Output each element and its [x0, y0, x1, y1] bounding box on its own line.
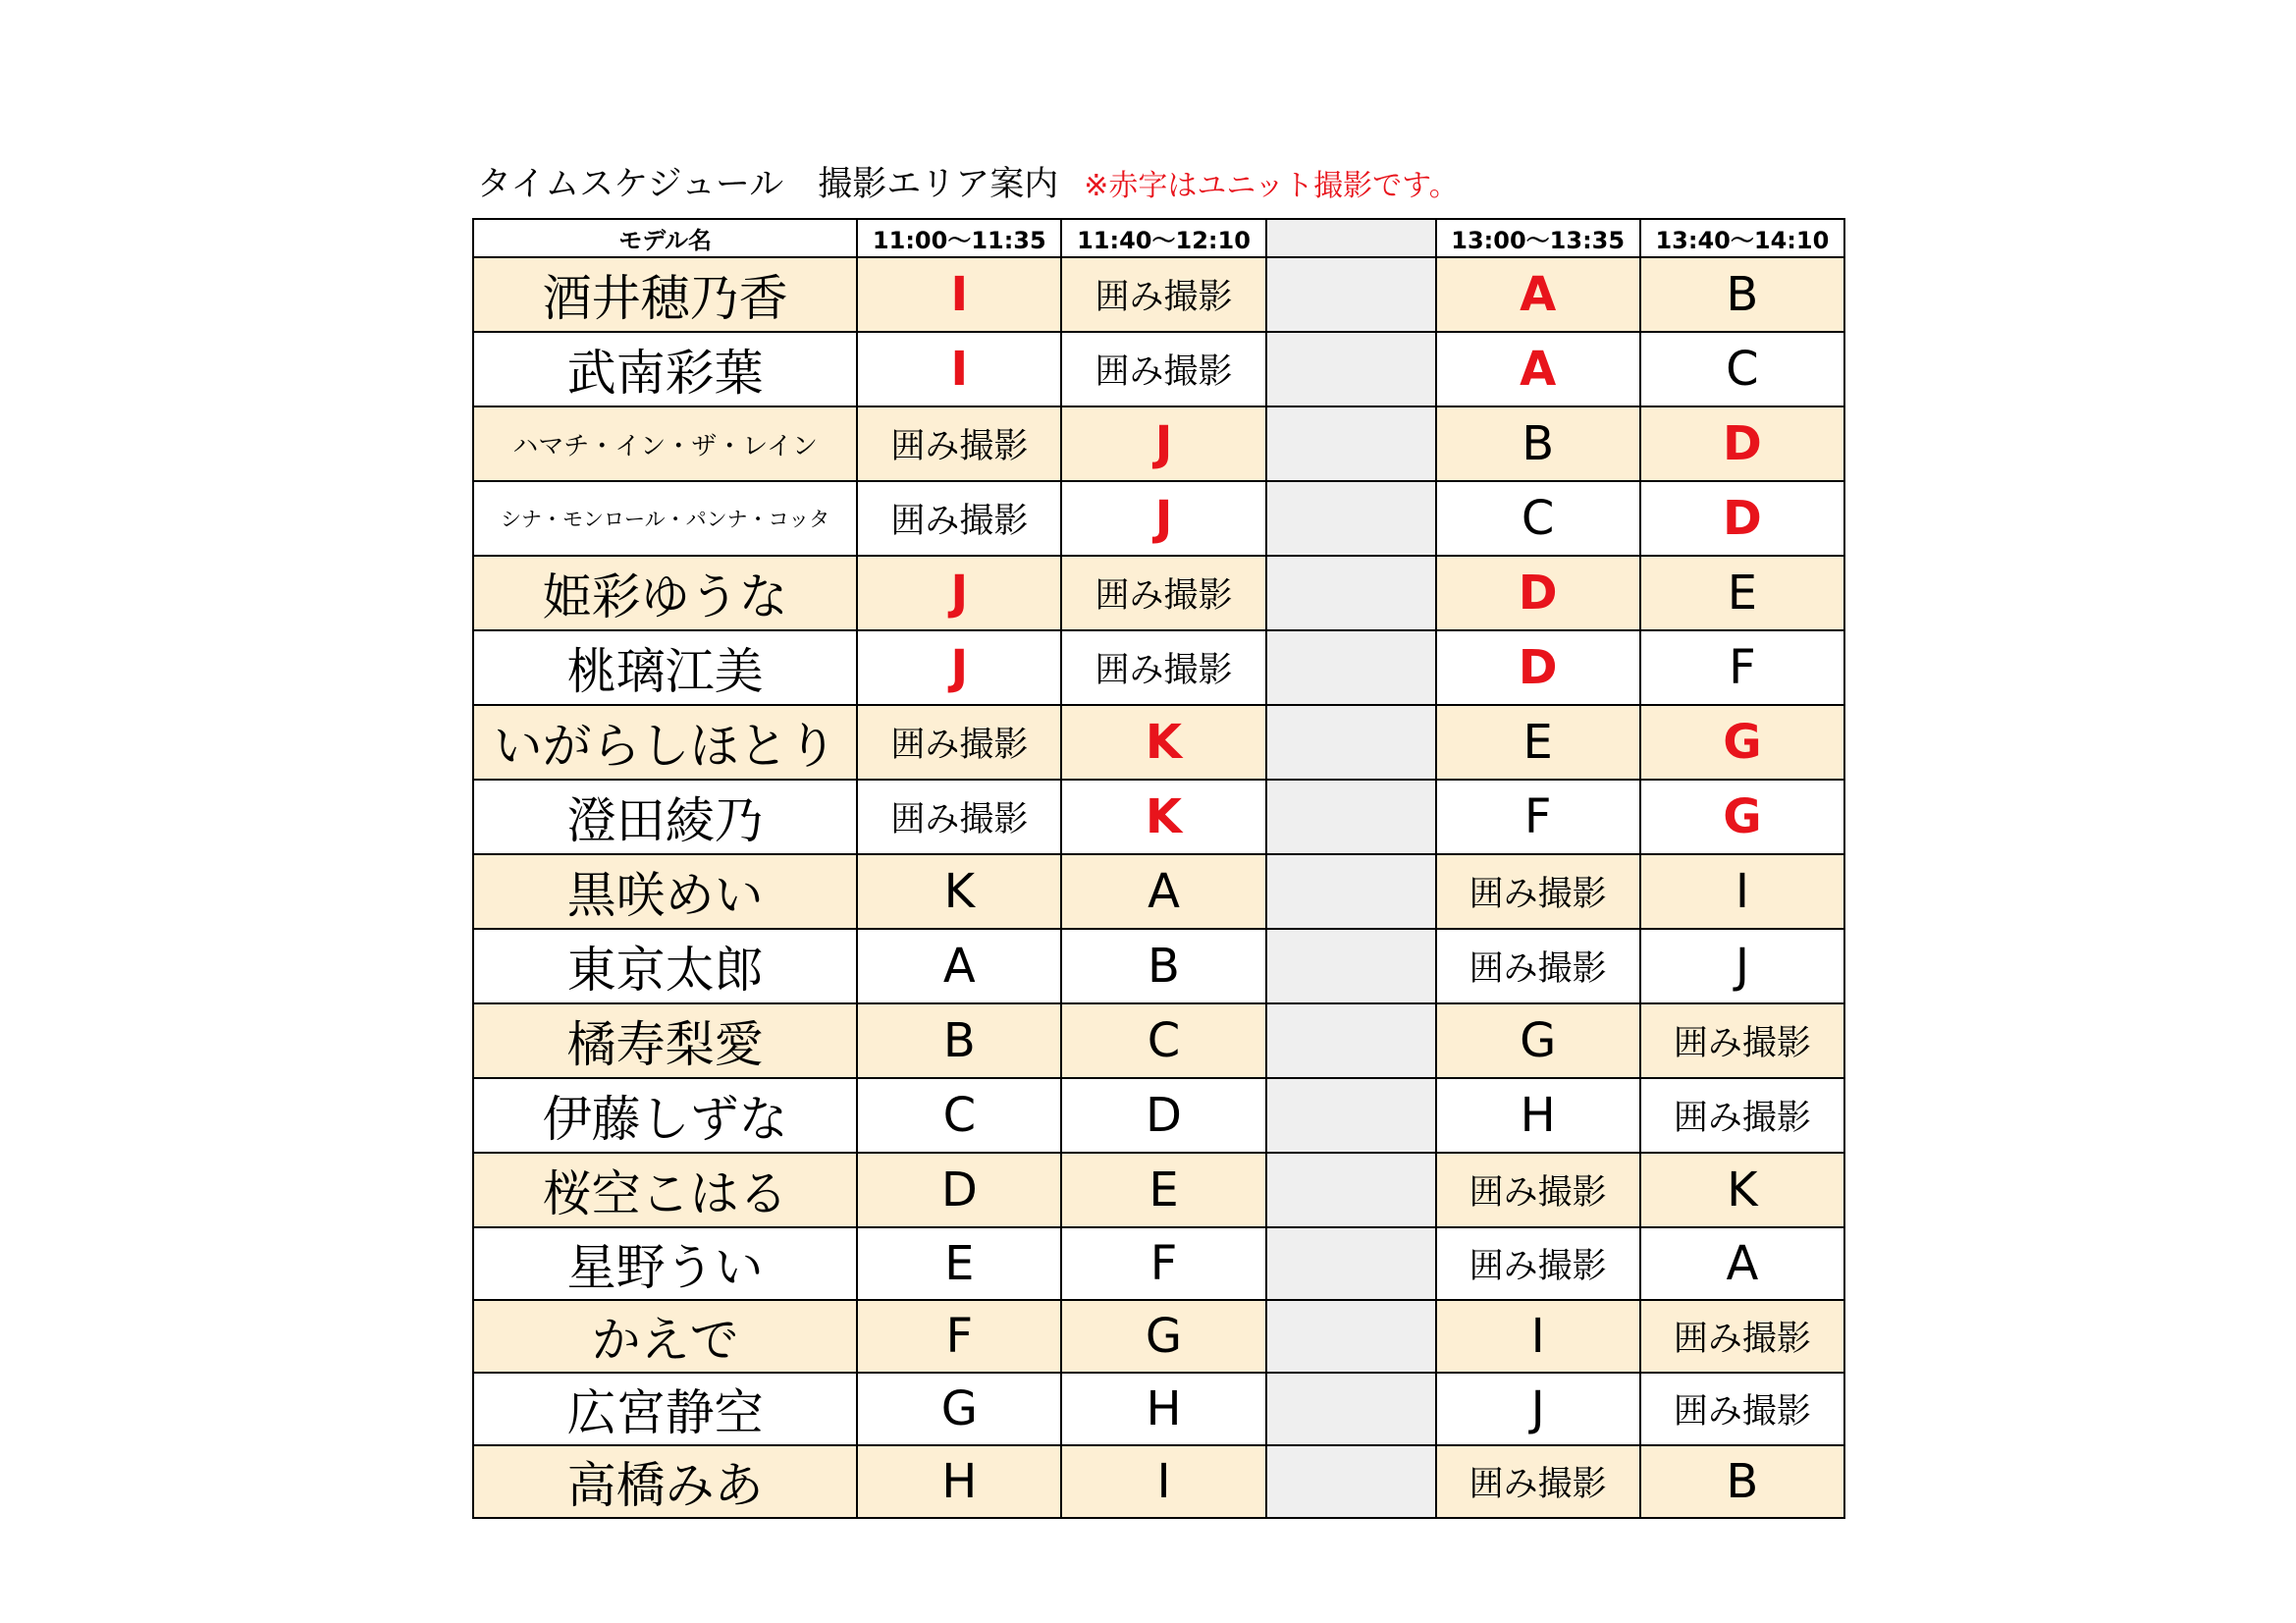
break-cell [1266, 556, 1436, 630]
area-letter: J [1530, 1381, 1545, 1436]
break-cell [1266, 929, 1436, 1003]
unit-area-letter: K [1145, 789, 1183, 844]
model-name: シナ・モンロール・パンナ・コッタ [501, 508, 830, 531]
group-shoot-label: 囲み撮影 [1673, 1392, 1811, 1432]
slot-2-cell [1061, 1445, 1265, 1518]
slot-4-cell [1436, 630, 1640, 705]
break-cell [1266, 1003, 1436, 1078]
area-letter: B [1522, 416, 1555, 471]
break-cell [1266, 780, 1436, 854]
slot-1-cell [857, 406, 1061, 481]
model-name-cell [473, 854, 857, 929]
area-letter: I [1735, 864, 1749, 919]
unit-area-letter: I [950, 342, 969, 397]
group-shoot-label: 囲み撮影 [890, 427, 1029, 466]
model-name-cell [473, 630, 857, 705]
unit-area-letter: K [1145, 715, 1183, 770]
model-name: 武南彩葉 [566, 345, 764, 402]
area-letter: C [942, 1088, 977, 1143]
slot-5-cell [1640, 630, 1844, 705]
break-cell [1266, 854, 1436, 929]
slot-4-cell [1436, 705, 1640, 780]
area-letter: J [1735, 939, 1749, 994]
slot-1-cell [857, 481, 1061, 556]
slot-4-cell [1436, 1078, 1640, 1153]
header-slot-3: 13:00〜13:35 [1436, 219, 1640, 257]
model-name: 星野うい [566, 1239, 764, 1296]
area-letter: A [942, 939, 976, 994]
header-model-name: モデル名 [473, 219, 857, 257]
slot-4-cell [1436, 1003, 1640, 1078]
slot-4-cell [1436, 406, 1640, 481]
slot-5-cell [1640, 1078, 1844, 1153]
area-letter: E [1148, 1163, 1179, 1217]
slot-5-cell [1640, 854, 1844, 929]
model-name-cell [473, 1003, 857, 1078]
group-shoot-label: 囲み撮影 [1468, 1247, 1607, 1286]
slot-4-cell [1436, 1300, 1640, 1373]
slot-1-cell [857, 556, 1061, 630]
slot-4-cell [1436, 556, 1640, 630]
unit-area-letter: J [950, 566, 969, 621]
table-row [473, 630, 1844, 705]
break-cell [1266, 1300, 1436, 1373]
slot-5-cell [1640, 332, 1844, 406]
break-cell [1266, 257, 1436, 332]
slot-4-cell [1436, 854, 1640, 929]
slot-2-cell [1061, 630, 1265, 705]
break-cell [1266, 1373, 1436, 1445]
area-letter: F [1523, 789, 1552, 844]
model-name: 姫彩ゆうな [542, 568, 788, 625]
area-letter: A [1148, 864, 1180, 919]
slot-4-cell [1436, 257, 1640, 332]
slot-5-cell [1640, 1300, 1844, 1373]
table-row [473, 1153, 1844, 1227]
area-letter: B [1148, 939, 1180, 994]
model-name: 澄田綾乃 [566, 792, 764, 849]
table-row [473, 705, 1844, 780]
area-letter: G [1520, 1013, 1557, 1068]
slot-1-cell [857, 1300, 1061, 1373]
slot-1-cell [857, 1373, 1061, 1445]
header-slot-2: 11:40〜12:10 [1061, 219, 1265, 257]
model-name: 広宮静空 [566, 1384, 764, 1441]
table-row [473, 257, 1844, 332]
table-row [473, 556, 1844, 630]
break-cell [1266, 406, 1436, 481]
model-name-cell [473, 780, 857, 854]
area-letter: A [1726, 1236, 1759, 1291]
area-letter: H [1520, 1088, 1556, 1143]
model-name-cell [473, 1227, 857, 1300]
group-shoot-label: 囲み撮影 [1673, 1099, 1811, 1138]
slot-1-cell [857, 705, 1061, 780]
model-name-cell [473, 1153, 857, 1227]
group-shoot-label: 囲み撮影 [1095, 278, 1233, 317]
header-slot-1: 11:00〜11:35 [857, 219, 1061, 257]
model-name-cell [473, 1300, 857, 1373]
area-letter: H [941, 1454, 978, 1509]
group-shoot-label: 囲み撮影 [890, 502, 1029, 541]
slot-2-cell [1061, 1078, 1265, 1153]
break-cell [1266, 705, 1436, 780]
model-name-cell [473, 332, 857, 406]
group-shoot-label: 囲み撮影 [1468, 949, 1607, 989]
area-letter: I [1156, 1454, 1171, 1509]
slot-5-cell [1640, 481, 1844, 556]
model-name: 桜空こはる [542, 1165, 788, 1222]
area-letter: D [940, 1163, 978, 1217]
model-name: 酒井穂乃香 [542, 270, 788, 327]
slot-1-cell [857, 854, 1061, 929]
slot-4-cell [1436, 1373, 1640, 1445]
slot-1-cell [857, 630, 1061, 705]
slot-5-cell [1640, 556, 1844, 630]
unit-area-letter: J [1154, 416, 1173, 471]
model-name: いがらしほとり [493, 718, 837, 775]
slot-1-cell [857, 1227, 1061, 1300]
slot-4-cell [1436, 1153, 1640, 1227]
area-letter: C [1726, 342, 1759, 397]
unit-area-letter: J [1154, 491, 1173, 546]
slot-5-cell [1640, 1227, 1844, 1300]
model-name-cell [473, 556, 857, 630]
slot-2-cell [1061, 1227, 1265, 1300]
break-cell [1266, 1445, 1436, 1518]
slot-2-cell [1061, 1153, 1265, 1227]
slot-4-cell [1436, 929, 1640, 1003]
slot-1-cell [857, 1078, 1061, 1153]
model-name: 高橋みあ [566, 1457, 764, 1514]
slot-2-cell [1061, 332, 1265, 406]
area-letter: F [1149, 1236, 1178, 1291]
model-name: ハマチ・イン・ザ・レイン [512, 431, 818, 461]
slot-2-cell [1061, 1373, 1265, 1445]
slot-2-cell [1061, 1300, 1265, 1373]
break-cell [1266, 630, 1436, 705]
area-letter: B [942, 1013, 976, 1068]
area-letter: B [1726, 267, 1759, 322]
schedule-title: タイムスケジュール 撮影エリア案内 [477, 165, 1059, 204]
slot-2-cell [1061, 929, 1265, 1003]
area-letter: C [1521, 491, 1555, 546]
break-cell [1266, 332, 1436, 406]
area-letter: G [1145, 1309, 1183, 1364]
header-row [473, 219, 1844, 257]
table-row [473, 1078, 1844, 1153]
slot-2-cell [1061, 1003, 1265, 1078]
table-row [473, 854, 1844, 929]
schedule-body [473, 257, 1844, 1518]
area-letter: F [1729, 640, 1756, 695]
model-name-cell [473, 1078, 857, 1153]
group-shoot-label: 囲み撮影 [1095, 352, 1233, 392]
area-letter: B [1726, 1454, 1759, 1509]
table-row [473, 780, 1844, 854]
area-letter: D [1146, 1088, 1182, 1143]
group-shoot-label: 囲み撮影 [1468, 875, 1607, 914]
slot-1-cell [857, 257, 1061, 332]
slot-2-cell [1061, 780, 1265, 854]
group-shoot-label: 囲み撮影 [1468, 1173, 1607, 1213]
unit-area-letter: D [1722, 491, 1762, 546]
area-letter: F [945, 1309, 974, 1364]
area-letter: K [943, 864, 976, 919]
model-name-cell [473, 705, 857, 780]
slot-5-cell [1640, 1373, 1844, 1445]
slot-4-cell [1436, 1227, 1640, 1300]
slot-2-cell [1061, 854, 1265, 929]
slot-1-cell [857, 1445, 1061, 1518]
slot-4-cell [1436, 780, 1640, 854]
table-row [473, 406, 1844, 481]
area-letter: K [1727, 1163, 1758, 1217]
slot-2-cell [1061, 257, 1265, 332]
area-letter: E [1727, 566, 1758, 621]
unit-area-letter: G [1723, 715, 1762, 770]
unit-area-letter: D [1722, 416, 1762, 471]
slot-4-cell [1436, 481, 1640, 556]
slot-5-cell [1640, 1445, 1844, 1518]
slot-4-cell [1436, 1445, 1640, 1518]
model-name-cell [473, 1373, 857, 1445]
slot-2-cell [1061, 406, 1265, 481]
slot-1-cell [857, 780, 1061, 854]
table-row [473, 1373, 1844, 1445]
group-shoot-label: 囲み撮影 [1095, 651, 1233, 690]
model-name-cell [473, 406, 857, 481]
unit-shooting-note: ※赤字はユニット撮影です。 [1084, 169, 1459, 203]
model-name-cell [473, 1445, 857, 1518]
break-cell [1266, 481, 1436, 556]
model-name: かえで [591, 1312, 739, 1369]
table-row [473, 1445, 1844, 1518]
slot-5-cell [1640, 1003, 1844, 1078]
slot-2-cell [1061, 556, 1265, 630]
page-title [477, 157, 1459, 206]
model-name: 桃璃江美 [566, 643, 764, 700]
header-slot-4: 13:40〜14:10 [1640, 219, 1844, 257]
slot-5-cell [1640, 780, 1844, 854]
slot-5-cell [1640, 406, 1844, 481]
schedule-table [472, 218, 1845, 1519]
break-cell [1266, 1153, 1436, 1227]
slot-1-cell [857, 929, 1061, 1003]
table-row [473, 1003, 1844, 1078]
group-shoot-label: 囲み撮影 [1673, 1320, 1811, 1359]
unit-area-letter: G [1723, 789, 1762, 844]
slot-2-cell [1061, 481, 1265, 556]
table-row [473, 481, 1844, 556]
break-cell [1266, 1227, 1436, 1300]
model-name: 東京太郎 [566, 942, 764, 999]
area-letter: E [944, 1236, 975, 1291]
unit-area-letter: I [950, 267, 969, 322]
table-row [473, 1227, 1844, 1300]
area-letter: E [1522, 715, 1553, 770]
group-shoot-label: 囲み撮影 [890, 726, 1029, 765]
header-break [1266, 219, 1436, 257]
slot-5-cell [1640, 257, 1844, 332]
unit-area-letter: D [1518, 640, 1558, 695]
slot-5-cell [1640, 929, 1844, 1003]
model-name: 黒咲めい [566, 867, 764, 924]
break-cell [1266, 1078, 1436, 1153]
unit-area-letter: D [1518, 566, 1558, 621]
table-row [473, 1300, 1844, 1373]
slot-1-cell [857, 1003, 1061, 1078]
slot-1-cell [857, 1153, 1061, 1227]
table-row [473, 332, 1844, 406]
unit-area-letter: A [1520, 267, 1557, 322]
slot-5-cell [1640, 705, 1844, 780]
unit-area-letter: J [950, 640, 969, 695]
area-letter: G [940, 1381, 978, 1436]
area-letter: C [1147, 1013, 1181, 1068]
area-letter: I [1530, 1309, 1545, 1364]
slot-4-cell [1436, 332, 1640, 406]
group-shoot-label: 囲み撮影 [890, 800, 1029, 839]
model-name: 伊藤しずな [542, 1091, 788, 1148]
slot-1-cell [857, 332, 1061, 406]
model-name-cell [473, 257, 857, 332]
slot-2-cell [1061, 705, 1265, 780]
group-shoot-label: 囲み撮影 [1095, 576, 1233, 616]
unit-area-letter: A [1520, 342, 1557, 397]
slot-5-cell [1640, 1153, 1844, 1227]
group-shoot-label: 囲み撮影 [1673, 1024, 1811, 1063]
model-name-cell [473, 481, 857, 556]
area-letter: H [1146, 1381, 1182, 1436]
model-name: 橘寿梨愛 [566, 1016, 764, 1073]
table-row [473, 929, 1844, 1003]
group-shoot-label: 囲み撮影 [1468, 1465, 1607, 1504]
model-name-cell [473, 929, 857, 1003]
